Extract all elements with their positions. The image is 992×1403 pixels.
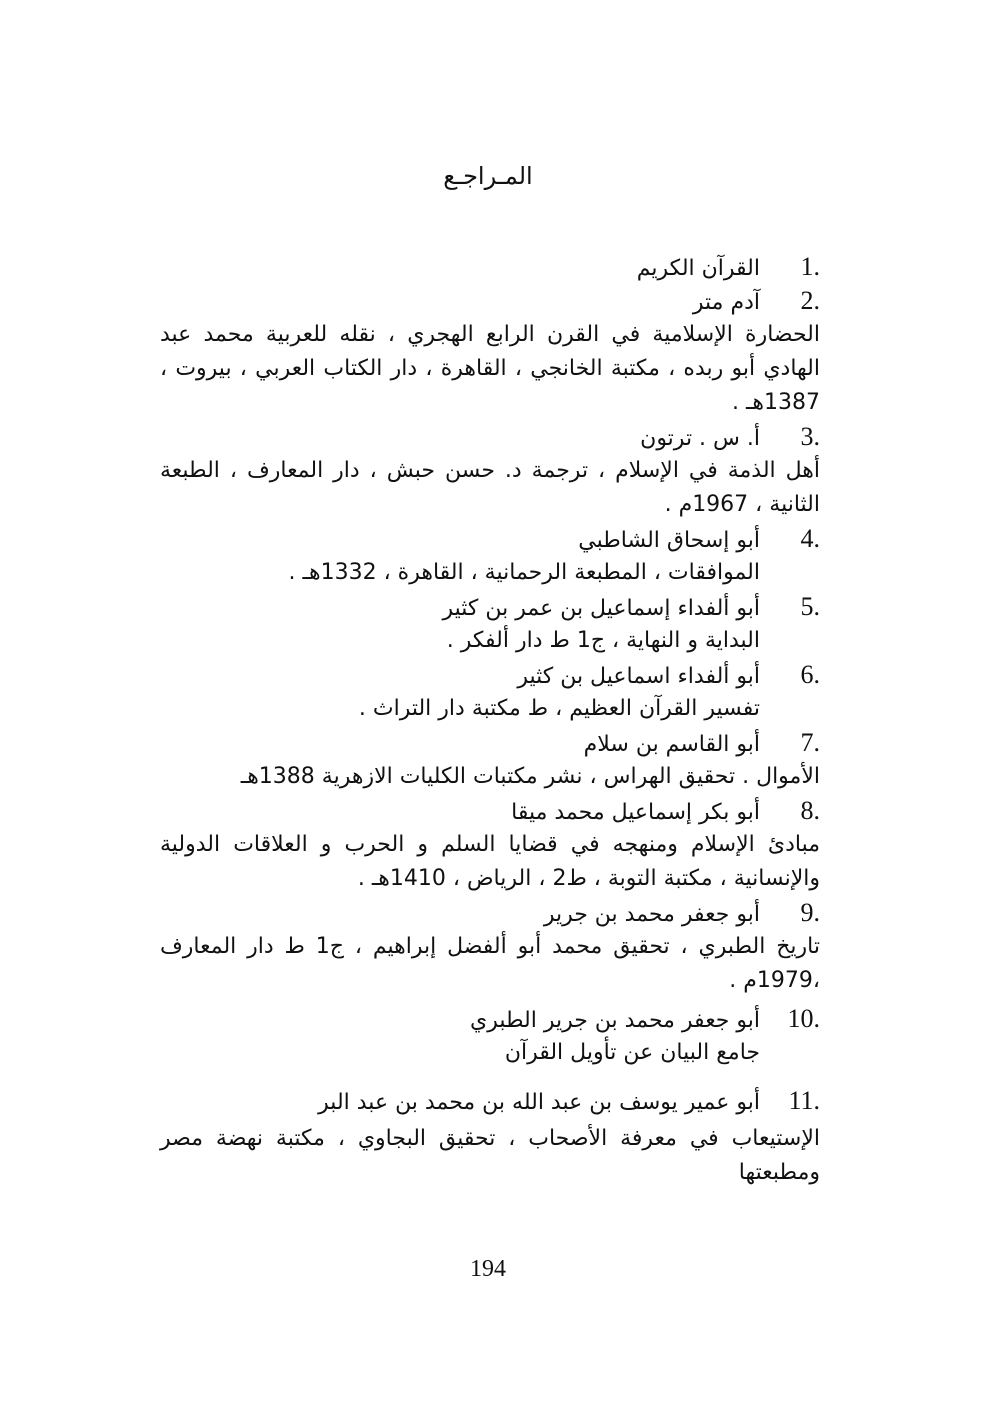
reference-entry-10	[160, 1002, 820, 1070]
reference-author: أبو إسحاق الشاطبي	[578, 528, 760, 553]
reference-heading	[160, 420, 820, 454]
reference-author: أبو ألفداء اسماعيل بن كثير	[517, 664, 760, 689]
reference-author: أبو جعفر محمد بن جرير الطبري	[469, 1008, 760, 1033]
reference-entry-4	[160, 522, 820, 590]
reference-entry-11	[160, 1084, 820, 1190]
reference-heading	[160, 284, 820, 318]
reference-work: جامع البيان عن تأويل القرآن	[504, 1040, 760, 1065]
reference-author: أبو عمير يوسف بن عبد الله بن محمد بن عبد البر	[318, 1090, 760, 1115]
reference-work: الحضارة الإسلامية في القرن الرابع الهجري ، نقله للعربية محمد عبد الهادي أبو ربده ، مكتبة الخانجي ، القاهرة ، دار الكتاب العربي ، بيروت ، 1387هـ .	[160, 322, 820, 415]
reference-number: 9.	[800, 898, 820, 927]
reference-author: أبو القاسم بن سلام	[583, 732, 760, 757]
reference-author: أبو ألفداء إسماعيل بن عمر بن كثير	[442, 596, 760, 621]
reference-number: 3.	[800, 422, 820, 451]
reference-entry-1	[160, 250, 820, 284]
reference-author: أ. س . ترتون	[640, 426, 760, 451]
reference-entry-9	[160, 896, 820, 998]
reference-number: 4.	[800, 524, 820, 553]
reference-work: تاريخ الطبري ، تحقيق محمد أبو ألفضل إبراهيم ، ج1 ط دار المعارف ،1979م .	[160, 934, 820, 993]
reference-author: آدم متر	[692, 290, 760, 315]
reference-work: مبادئ الإسلام ومنهجه في قضايا السلم و الحرب و العلاقات الدولية والإنسانية ، مكتبة التوبة ، ط2 ، الرياض ، 1410هـ .	[160, 832, 820, 891]
page-title: المـراجـع	[443, 162, 533, 190]
reference-heading	[160, 250, 820, 284]
reference-number: 11.	[788, 1086, 820, 1115]
reference-author: أبو بكر إسماعيل محمد ميقا	[511, 800, 760, 825]
reference-number: 5.	[800, 592, 820, 621]
reference-entry-6	[160, 658, 820, 726]
reference-number: 7.	[800, 728, 820, 757]
reference-entry-8	[160, 794, 820, 896]
reference-author: أبو جعفر محمد بن جرير	[543, 902, 760, 927]
reference-heading	[160, 590, 820, 624]
reference-work: أهل الذمة في الإسلام ، ترجمة د. حسن حبش ، دار المعارف ، الطبعة الثانية ، 1967م .	[160, 458, 820, 517]
reference-heading	[160, 726, 820, 760]
reference-number: 6.	[800, 660, 820, 689]
reference-entry-2	[160, 284, 820, 420]
reference-heading	[160, 658, 820, 692]
reference-entry-5	[160, 590, 820, 658]
reference-author: القرآن الكريم	[636, 256, 760, 281]
reference-number: 8.	[800, 796, 820, 825]
references-list	[160, 250, 820, 1190]
reference-entry-7	[160, 726, 820, 794]
reference-entry-3	[160, 420, 820, 522]
reference-heading	[160, 896, 820, 930]
reference-number: 1.	[800, 252, 820, 281]
reference-work: الموافقات ، المطبعة الرحمانية ، القاهرة ، 1332هـ .	[288, 560, 760, 585]
reference-number: 2.	[800, 286, 820, 315]
reference-heading	[160, 1084, 820, 1118]
page-number: 194	[470, 1256, 506, 1282]
reference-work: تفسير القرآن العظيم ، ط مكتبة دار التراث .	[358, 696, 760, 721]
reference-work: البداية و النهاية ، ج1 ط دار ألفكر .	[446, 628, 760, 653]
reference-heading	[160, 1002, 820, 1036]
reference-work: الإستيعاب في معرفة الأصحاب ، تحقيق البجاوي ، مكتبة نهضة مصر ومطبعتها	[160, 1126, 820, 1185]
reference-heading	[160, 522, 820, 556]
reference-heading	[160, 794, 820, 828]
reference-work: الأموال . تحقيق الهراس ، نشر مكتبات الكليات الازهرية 1388هـ	[240, 764, 820, 789]
reference-number: 10.	[787, 1004, 820, 1033]
